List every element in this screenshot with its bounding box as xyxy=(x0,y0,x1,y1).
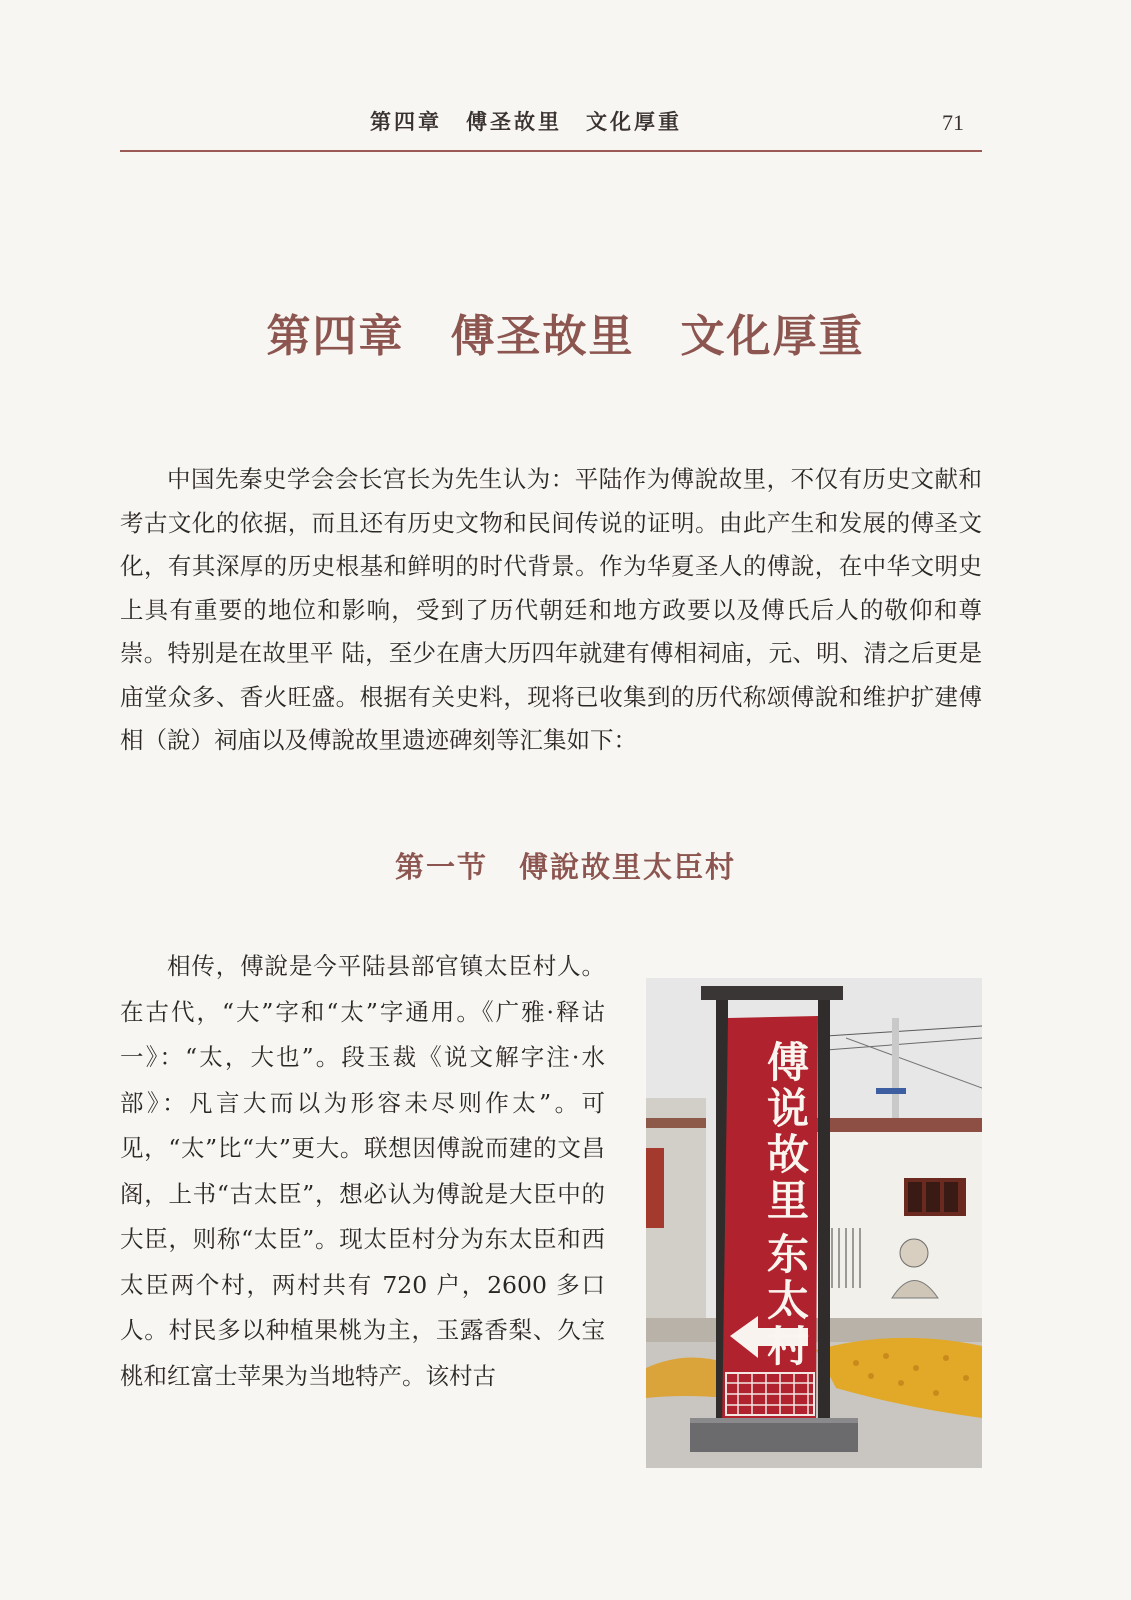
running-head xyxy=(120,104,982,154)
sign-text xyxy=(759,1040,817,1370)
sign-text-line2: 东太村 xyxy=(766,1230,809,1371)
body-paragraph: 相传，傅說是今平陆县部官镇太臣村人。在古代，“大”字和“太”字通用。《广雅·释诂一》：“太，大也”。段玉裁《说文解字注·水部》：凡言大而以为形容未尽则作太”。可见，“太”比“大”更大。联想因傅說而建的文昌阁，上书“古太臣”，想必认为傅說是大臣中的大臣，则称“太臣”。现太臣村分为东太臣和西太臣两个村，两村共有 720 户，2600 多口人。村民多以种植果桃为主，玉露香梨、久宝桃和红富士苹果为当地特产。该村古 xyxy=(120,952,605,1390)
section-title: 第一节 傅說故里太臣村 xyxy=(394,850,736,884)
pole-fixture xyxy=(876,1088,906,1094)
intro-paragraph: 中国先秦史学会会长宫长为先生认为：平陆作为傅說故里，不仅有历史文献和考古文化的依据，而且还有历史文物和民间传说的证明。由此产生和发展的傅圣文化，有其深厚的历史根基和鲜明的时代背景。作为华夏圣人的傅說，在中华文明史上具有重要的地位和影响，受到了历代朝廷和地方政要以及傅氏后人的敬仰和尊崇。特别是在故里平 陆，至少在唐大历四年就建有傅相祠庙，元、明、清之后更是庙堂众多、香火旺盛。根据有关史料，现将已收集到的历代称颂傅說和维护扩建傅相（說）祠庙以及傅說故里遗迹碑刻等汇集如下： xyxy=(120,465,982,754)
lattice-pattern xyxy=(726,1373,814,1415)
sign-text-line1: 傅说故里 xyxy=(766,1038,809,1225)
header-rule xyxy=(120,150,982,152)
page-number: 71 xyxy=(942,110,964,135)
running-head-title: 第四章 傅圣故里 文化厚重 xyxy=(370,110,682,134)
village-sign-photo xyxy=(646,978,982,1468)
chapter-title: 第四章 傅圣故里 文化厚重 xyxy=(266,311,865,362)
